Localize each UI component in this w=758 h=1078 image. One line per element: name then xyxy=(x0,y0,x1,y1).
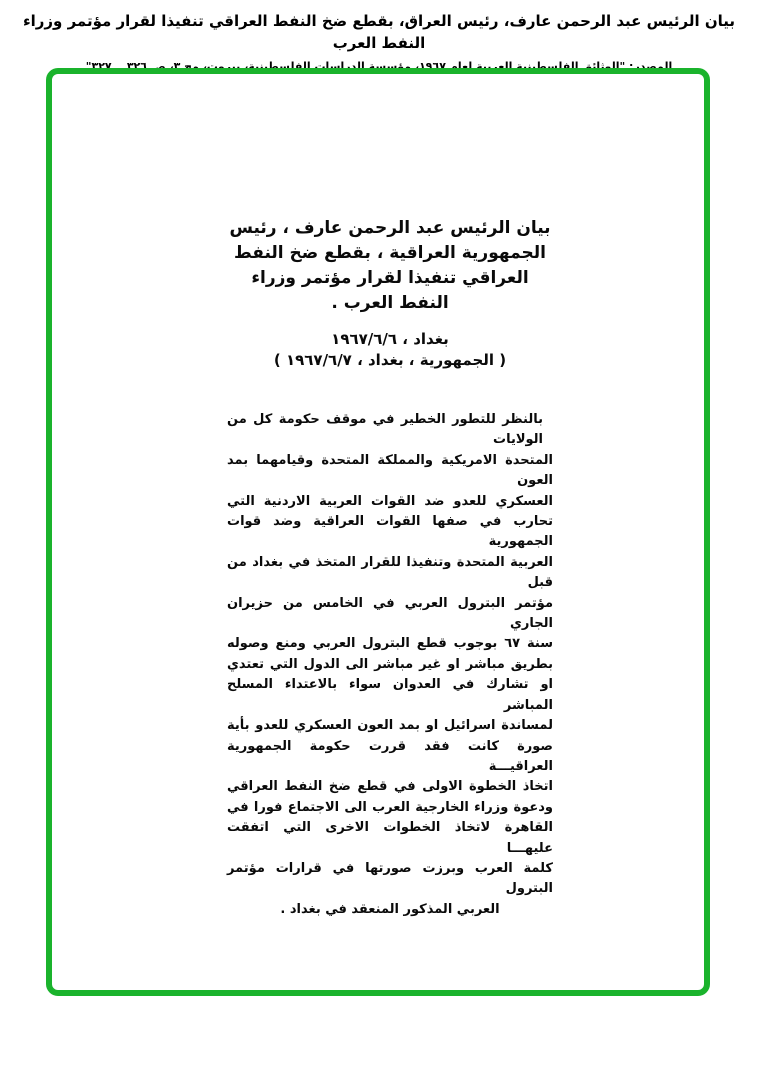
body-line: مؤتمر البترول العربي في الخامس من حزيران الجاري xyxy=(227,595,553,632)
document-dateline xyxy=(227,329,553,371)
body-line: سنة ٦٧ بوجوب قطع البترول العربي ومنع وصوله xyxy=(227,636,553,652)
title-line: العراقي تنفيذا لقرار مؤتمر وزراء xyxy=(251,268,529,288)
header-source-citation: المصدر: "الوثائق الفلسطينية العربية لعام ١٩٦٧، مؤسسة الدراسات الفلسطينية، بيروت، مج ٣، ص ٣٢٦ ــ ٣٢٧" xyxy=(85,60,673,73)
title-line: النفط العرب . xyxy=(331,293,449,313)
body-line: العسكري للعدو ضد القوات العربية الاردنية التي xyxy=(227,493,553,509)
document-header xyxy=(0,10,758,75)
body-line: بطريق مباشر او غير مباشر الى الدول التي تعتدي xyxy=(227,656,553,672)
body-line: او تشارك في العدوان سواء بالاعتداء المسلح المباشر xyxy=(227,677,553,713)
body-line: ودعوة وزراء الخارجية العرب الى الاجتماع فورا في xyxy=(227,799,553,815)
body-line: لمساندة اسرائيل او بمد العون العسكري للعدو بأية xyxy=(227,718,553,734)
body-line: كلمة العرب وبرزت صورتها في قرارات مؤتمر البترول xyxy=(227,860,553,897)
date-publication-line: ( الجمهورية ، بغداد ، ١٩٦٧/٦/٧ ) xyxy=(273,351,507,369)
body-line: صورة كانت فقد قررت حكومة الجمهورية العراقيـــة xyxy=(227,738,553,774)
body-line: المتحدة الامريكية والمملكة المتحدة وقيامهما بمد العون xyxy=(227,452,553,489)
body-line: بالنظر للتطور الخطير في موقف حكومة كل من الولايات xyxy=(227,412,543,448)
body-line: القاهرة لاتخاذ الخطوات الاخرى التي اتفقت عليهـــا xyxy=(227,820,553,856)
body-line: تحارب في صفها القوات العراقية وضد قوات الجمهورية xyxy=(227,514,553,550)
date-place-line: بغداد ، ١٩٦٧/٦/٦ xyxy=(331,330,449,348)
title-line: بيان الرئيس عبد الرحمن عارف ، رئيس xyxy=(229,218,551,238)
document-content xyxy=(227,216,553,920)
header-title: بيان الرئيس عبد الرحمن عارف، رئيس العراق، بقطع ضخ النفط العراقي تنفيذا لقرار مؤتمر وزراء النفط العرب xyxy=(22,12,736,52)
document-title xyxy=(227,216,553,316)
body-line: اتخاذ الخطوة الاولى في قطع ضخ النفط العراقي xyxy=(227,779,553,795)
title-line: الجمهورية العراقية ، بقطع ضخ النفط xyxy=(234,243,546,263)
body-line: العربي المذكور المنعقد في بغداد . xyxy=(280,901,500,917)
document-body xyxy=(227,410,553,920)
body-line: العربية المتحدة وتنفيذا للقرار المتخذ في بغداد من قبل xyxy=(227,554,553,591)
